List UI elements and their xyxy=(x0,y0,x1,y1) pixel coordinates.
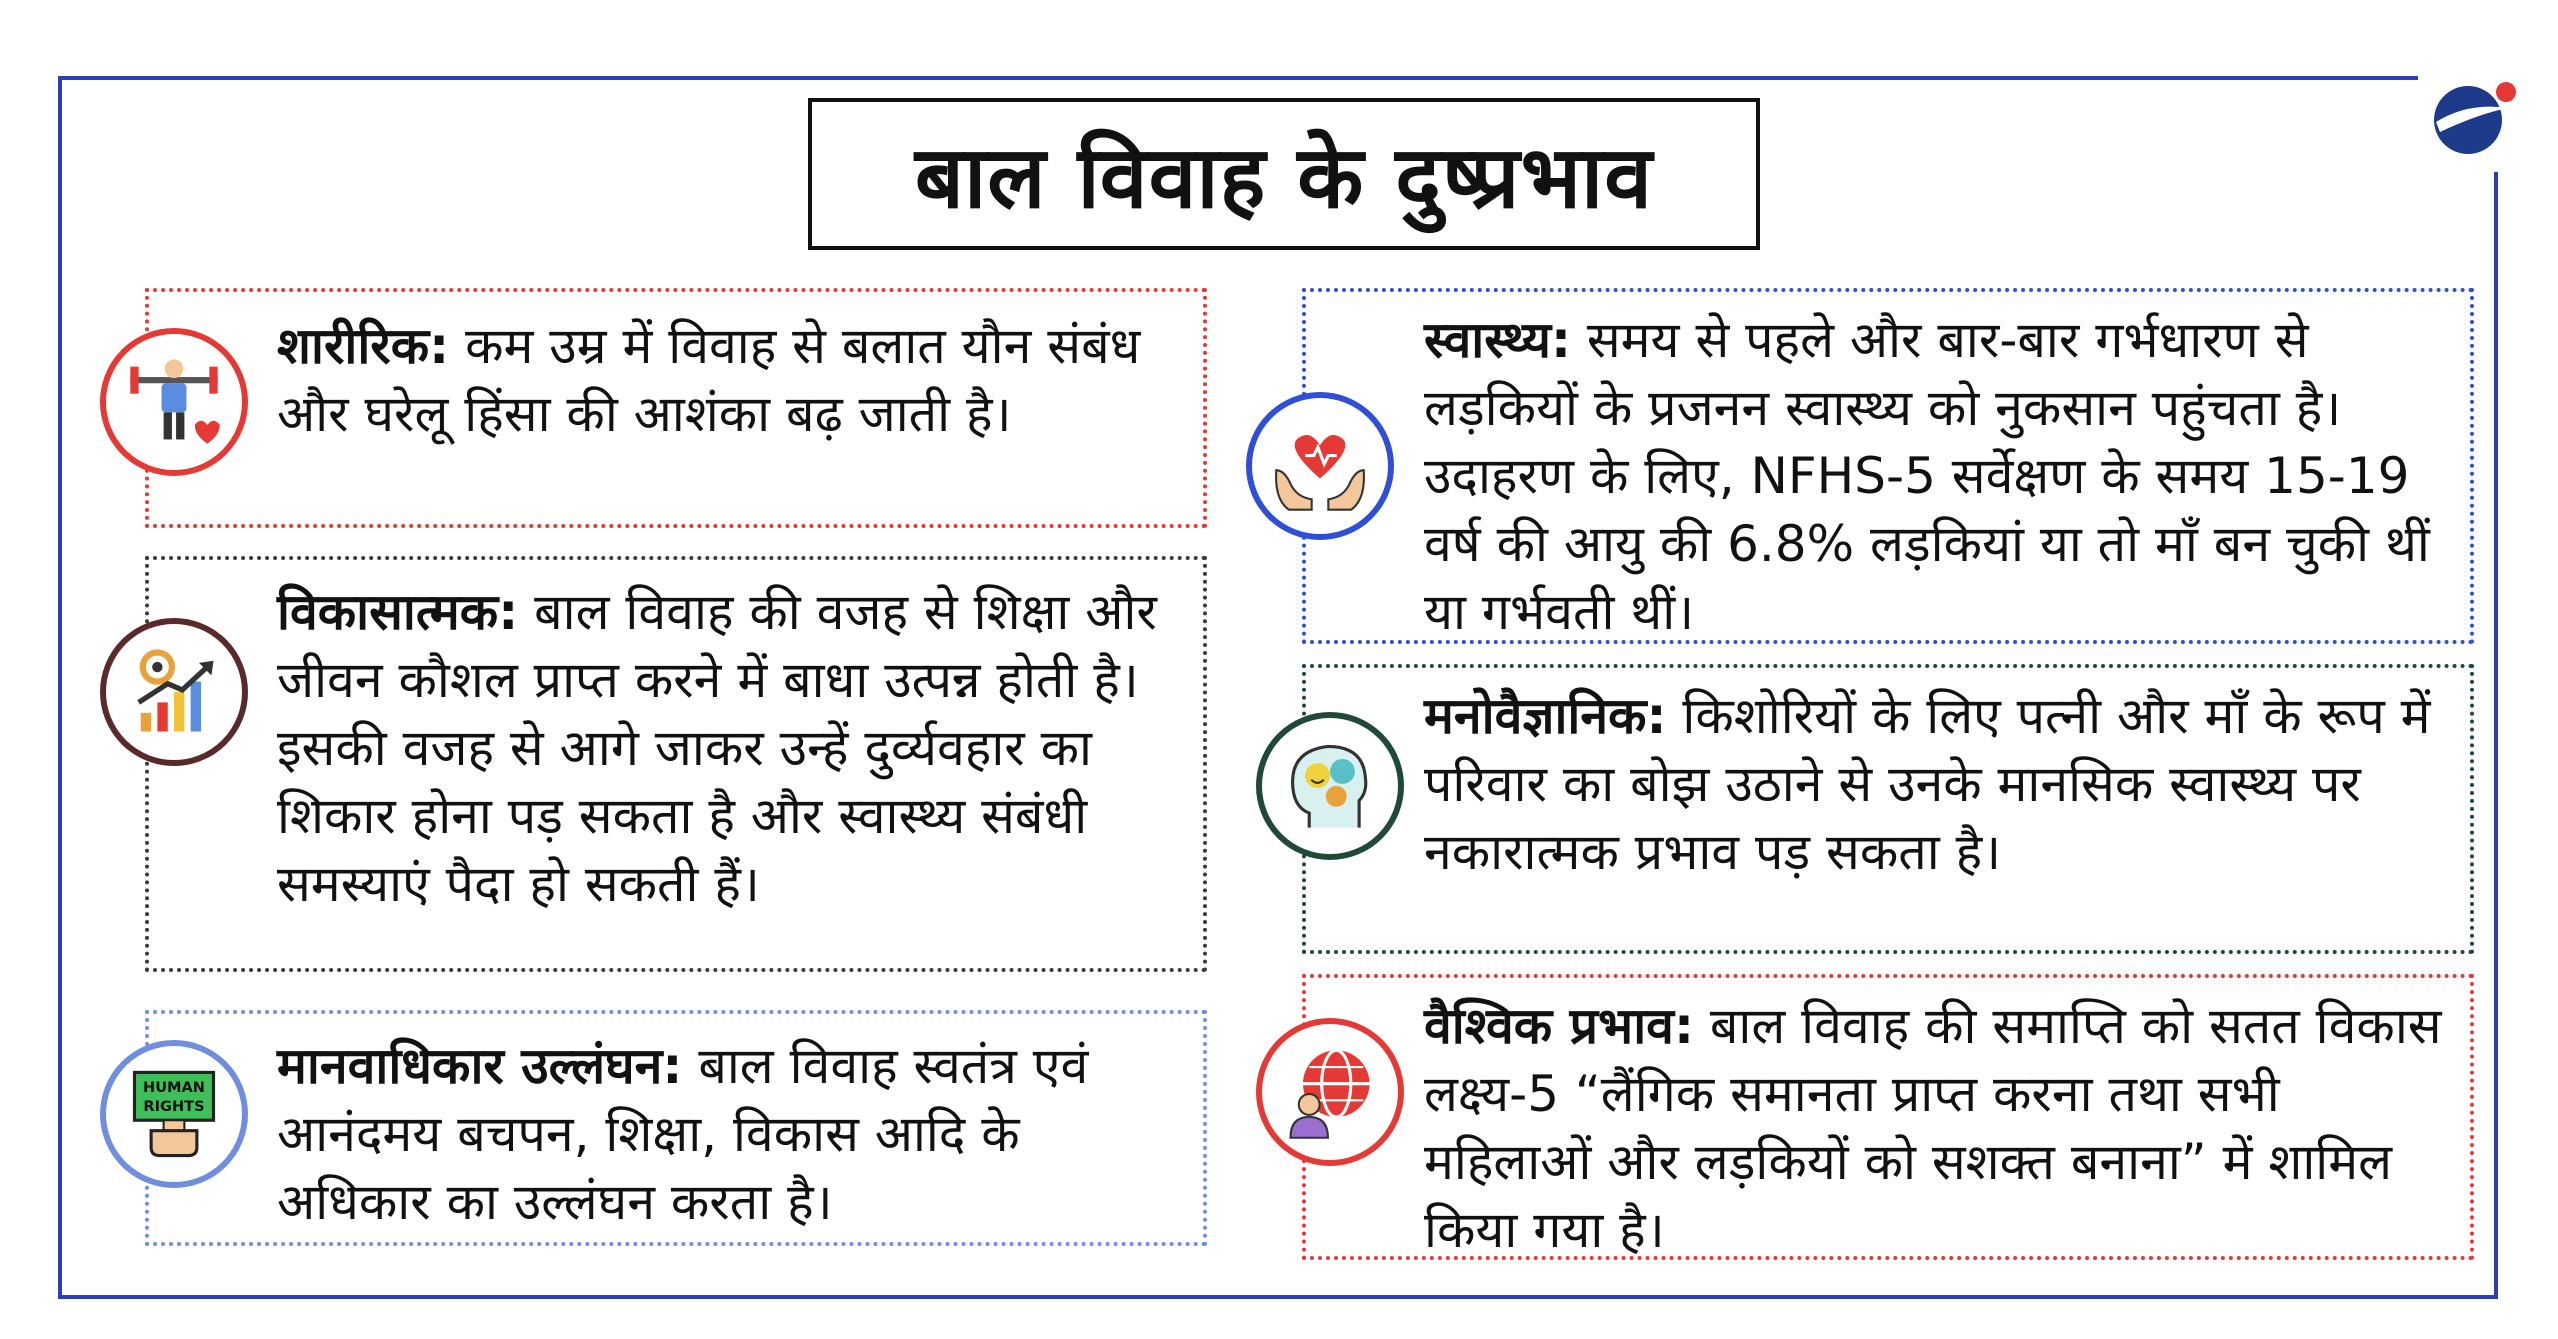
head-emotions-icon xyxy=(1278,734,1382,838)
card-body: किशोरियों के लिए पत्नी और माँ के रूप में परिवार का बोझ उठाने से उनके मानसिक स्वास्थ्य पर नकारात्मक प्रभाव पड़ सकता है। xyxy=(1424,687,2431,881)
human-rights-sign-icon xyxy=(122,1062,226,1166)
weightlifter-heart-icon xyxy=(122,350,226,454)
hands-heart-icon xyxy=(1268,414,1372,518)
card-heading: मानवाधिकार उल्लंघन: xyxy=(277,1037,683,1095)
card-physical xyxy=(145,288,1207,528)
card-global xyxy=(1302,974,2474,1260)
card-body: बाल विवाह की समाप्ति को सतत विकास लक्ष्य-5 “लैंगिक समानता प्राप्त करना तथा सभी महिलाओं और लड़कियों को सशक्त बनाना” में शामिल किया गया है। xyxy=(1424,997,2442,1259)
card-psychological xyxy=(1302,664,2474,954)
global-icon-circle xyxy=(1256,1018,1404,1166)
card-human-rights-text xyxy=(277,1032,1187,1236)
physical-icon-circle xyxy=(100,328,248,476)
card-physical-text xyxy=(277,312,1187,448)
card-health-text xyxy=(1424,306,2454,646)
brand-logo xyxy=(2418,62,2528,172)
page-title: बाल विवाह के दुष्प्रभाव xyxy=(914,127,1654,228)
psychological-icon-circle xyxy=(1256,712,1404,860)
card-body: समय से पहले और बार-बार गर्भधारण से लड़कियों के प्रजनन स्वास्थ्य को नुकसान पहुंचता है। उदाहरण के लिए, NFHS-5 सर्वेक्षण के समय 15-19 वर्ष की आयु की 6.8% लड़कियां या तो माँ बन चुकी थीं या गर्भवती थीं। xyxy=(1424,311,2430,641)
developmental-icon-circle xyxy=(100,618,248,766)
card-body: बाल विवाह स्वतंत्र एवं आनंदमय बचपन, शिक्षा, विकास आदि के अधिकार का उल्लंघन करता है। xyxy=(277,1037,1089,1231)
human-rights-icon-circle xyxy=(100,1040,248,1188)
card-health xyxy=(1302,288,2474,644)
card-heading: वैश्विक प्रभाव: xyxy=(1424,997,1694,1055)
card-body: कम उम्र में विवाह से बलात यौन संबंध और घरेलू हिंसा की आशंका बढ़ जाती है। xyxy=(277,317,1141,443)
sign-text-1: HUMAN xyxy=(143,1079,205,1097)
card-body: बाल विवाह की वजह से शिक्षा और जीवन कौशल प्राप्त करने में बाधा उत्पन्न होती है। इसकी वजह से आगे जाकर उन्हें दुर्व्यवहार का शिकार होना पड़ सकता है और स्वास्थ्य संबंधी समस्याएं पैदा हो सकती हैं। xyxy=(277,583,1157,913)
title-box xyxy=(808,98,1760,250)
card-heading: विकासात्मक: xyxy=(277,583,519,641)
card-heading: स्वास्थ्य: xyxy=(1424,311,1571,369)
card-developmental xyxy=(145,556,1207,972)
sign-text-2: RIGHTS xyxy=(143,1097,205,1115)
card-developmental-text xyxy=(277,578,1187,918)
card-psychological-text xyxy=(1424,682,2454,886)
growth-chart-gear-icon xyxy=(122,640,226,744)
card-heading: मनोवैज्ञानिक: xyxy=(1424,687,1667,745)
globe-person-icon xyxy=(1278,1040,1382,1144)
card-heading: शारीरिक: xyxy=(277,317,450,375)
card-global-text xyxy=(1424,992,2454,1264)
health-icon-circle xyxy=(1246,392,1394,540)
card-human-rights xyxy=(145,1010,1207,1246)
